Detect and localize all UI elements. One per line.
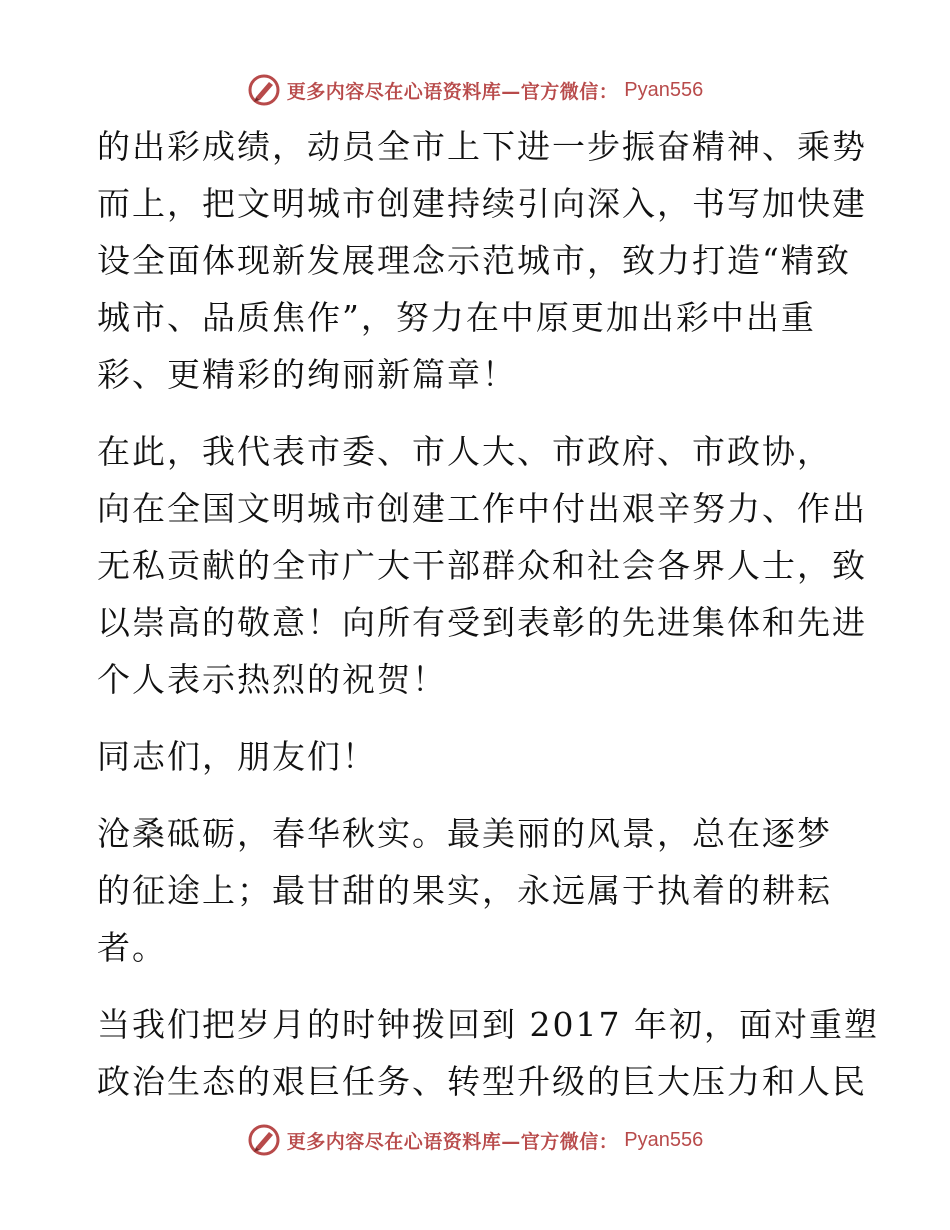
paragraph [97, 118, 867, 403]
text-line: 当我们把岁月的时钟拨回到 2017 年初，面对重塑 [97, 1005, 879, 1044]
text-line: 无私贡献的全市广大干部群众和社会各界人士，致 [97, 546, 867, 585]
header-banner-text: 更多内容尽在心语资料库—官方微信： [286, 80, 619, 103]
paragraph [97, 996, 879, 1110]
footer-banner [0, 1120, 950, 1160]
pen-logo-icon [247, 73, 281, 107]
header-banner [0, 70, 950, 110]
text-line: 的出彩成绩，动员全市上下进一步振奋精神、乘势 [97, 127, 867, 166]
text-line: 向在全国文明城市创建工作中付出艰辛努力、作出 [97, 489, 867, 528]
text-line: 城市、品质焦作”，努力在中原更加出彩中出重 [97, 298, 816, 337]
header-wechat-id: Pyan556 [624, 78, 704, 101]
text-line: 个人表示热烈的祝贺！ [97, 660, 447, 699]
footer-banner-text: 更多内容尽在心语资料库—官方微信： [286, 1130, 619, 1153]
document-body [97, 118, 879, 1130]
footer-wechat-id: Pyan556 [624, 1128, 704, 1151]
paragraph [97, 728, 857, 785]
text-line: 而上，把文明城市创建持续引向深入，书写加快建 [97, 184, 867, 223]
text-line: 彩、更精彩的绚丽新篇章！ [97, 355, 517, 394]
text-line: 政治生态的艰巨任务、转型升级的巨大压力和人民 [97, 1062, 867, 1101]
text-line: 的征途上；最甘甜的果实，永远属于执着的耕耘 [97, 871, 832, 910]
text-line: 设全面体现新发展理念示范城市，致力打造“精致 [97, 241, 851, 280]
text-line: 同志们，朋友们！ [97, 737, 377, 776]
text-line: 沧桑砥砺，春华秋实。最美丽的风景，总在逐梦 [97, 814, 832, 853]
text-line: 者。 [97, 928, 167, 967]
paragraph [97, 423, 867, 708]
text-line: 在此，我代表市委、市人大、市政府、市政协， [97, 432, 832, 471]
paragraph [97, 805, 857, 976]
pen-logo-icon [247, 1123, 281, 1157]
text-line: 以崇高的敬意！向所有受到表彰的先进集体和先进 [97, 603, 867, 642]
